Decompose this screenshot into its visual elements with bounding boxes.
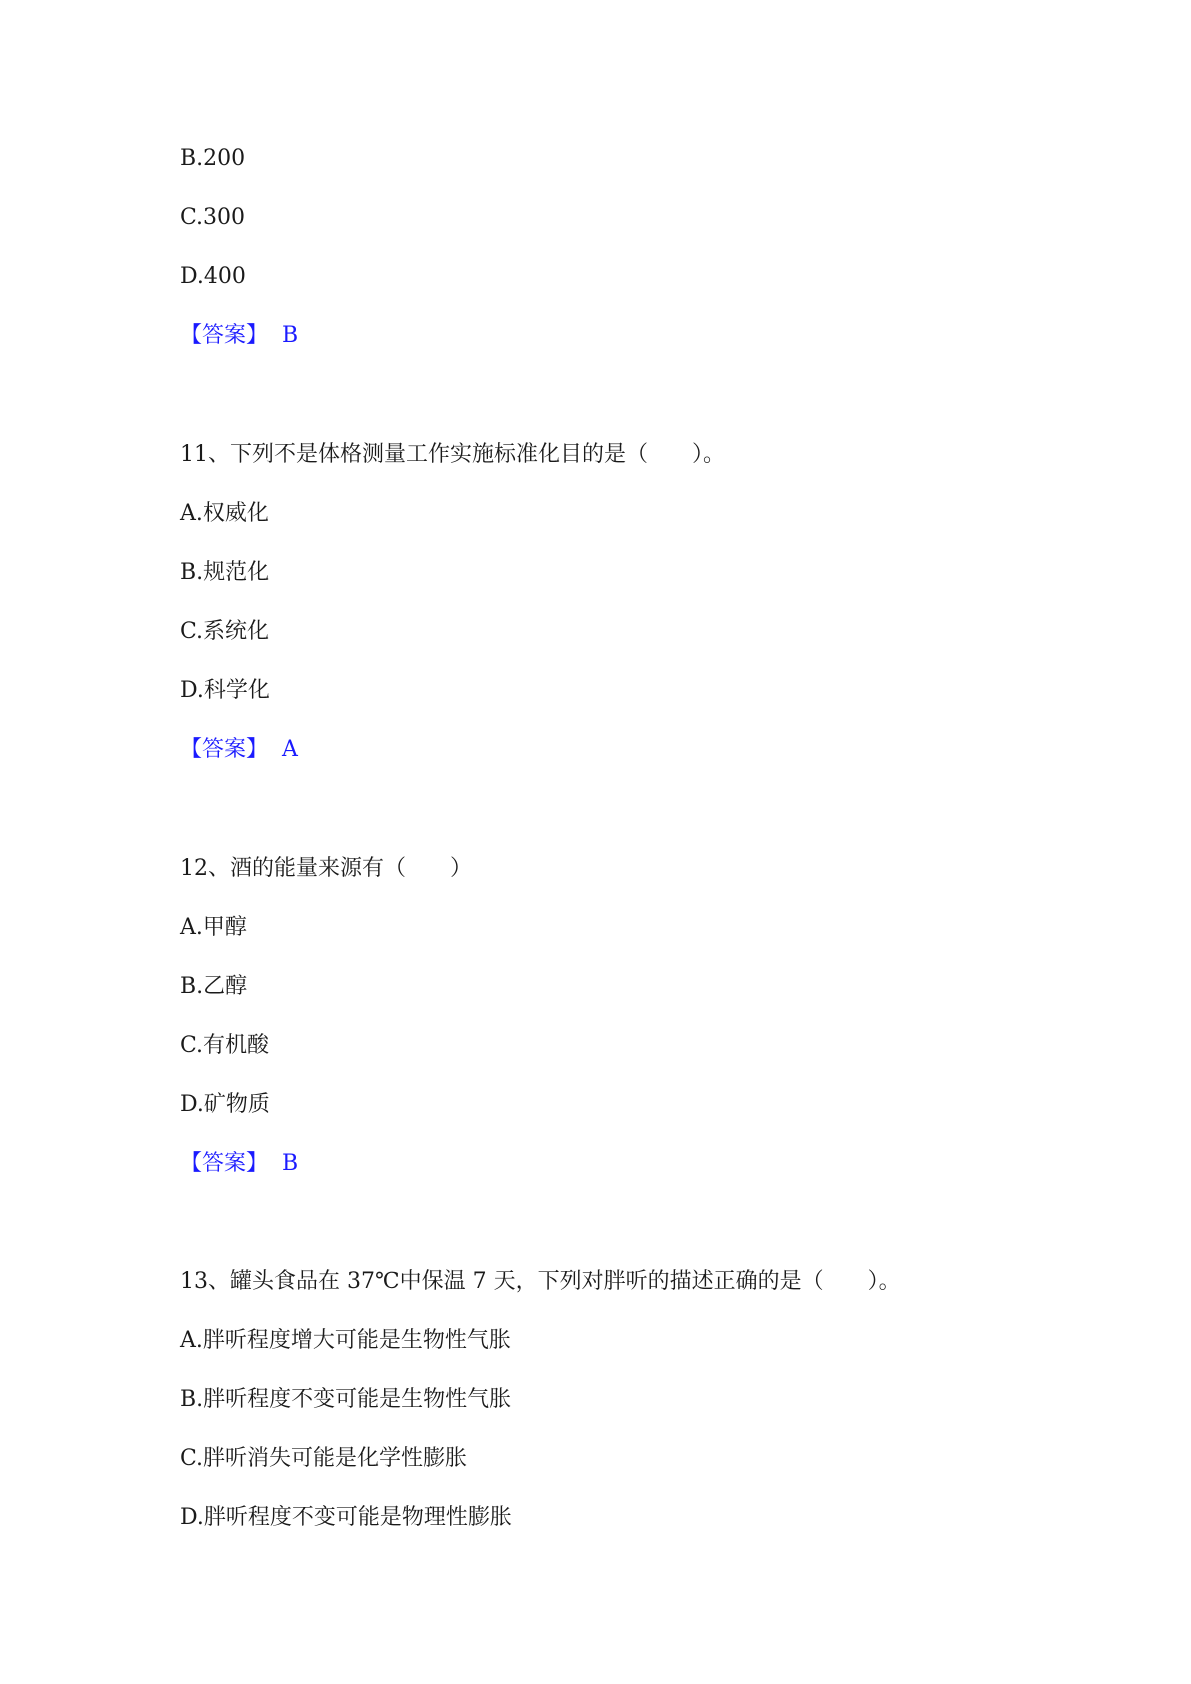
q12-answer (180, 1149, 298, 1179)
q11-option-b: B.规范化 (180, 560, 270, 585)
q13-option-c: C.胖听消失可能是化学性膨胀 (180, 1446, 468, 1471)
q10-answer-value: B (282, 323, 299, 348)
q10-option-b: B.200 (180, 146, 246, 171)
q10-answer (180, 321, 298, 351)
q11-answer (180, 735, 298, 765)
q12-question: 12、酒的能量来源有（ ） (180, 856, 472, 881)
q12-option-b: B.乙醇 (180, 974, 248, 999)
q11-option-c: C.系统化 (180, 619, 270, 644)
q11-option-d: D.科学化 (180, 678, 270, 703)
q10-answer-label: 【答案】 (180, 323, 269, 348)
q12-option-c: C.有机酸 (180, 1033, 270, 1058)
q13-question: 13、罐头食品在 37℃中保温 7 天，下列对胖听的描述正确的是（ ）。 (180, 1269, 901, 1294)
q13-option-d: D.胖听程度不变可能是物理性膨胀 (180, 1505, 512, 1530)
q10-option-d: D.400 (180, 264, 246, 289)
q12-answer-label: 【答案】 (180, 1151, 269, 1176)
q10-option-c: C.300 (180, 205, 246, 230)
q11-question: 11、下列不是体格测量工作实施标准化目的是（ ）。 (180, 442, 725, 467)
q12-answer-value: B (282, 1151, 299, 1176)
q11-option-a: A.权威化 (180, 501, 269, 526)
q13-option-b: B.胖听程度不变可能是生物性气胀 (180, 1387, 512, 1412)
q11-answer-value: A (282, 737, 298, 762)
q12-option-a: A.甲醇 (180, 915, 247, 940)
q11-answer-label: 【答案】 (180, 737, 269, 762)
q12-option-d: D.矿物质 (180, 1092, 270, 1117)
q13-option-a: A.胖听程度增大可能是生物性气胀 (180, 1328, 511, 1353)
